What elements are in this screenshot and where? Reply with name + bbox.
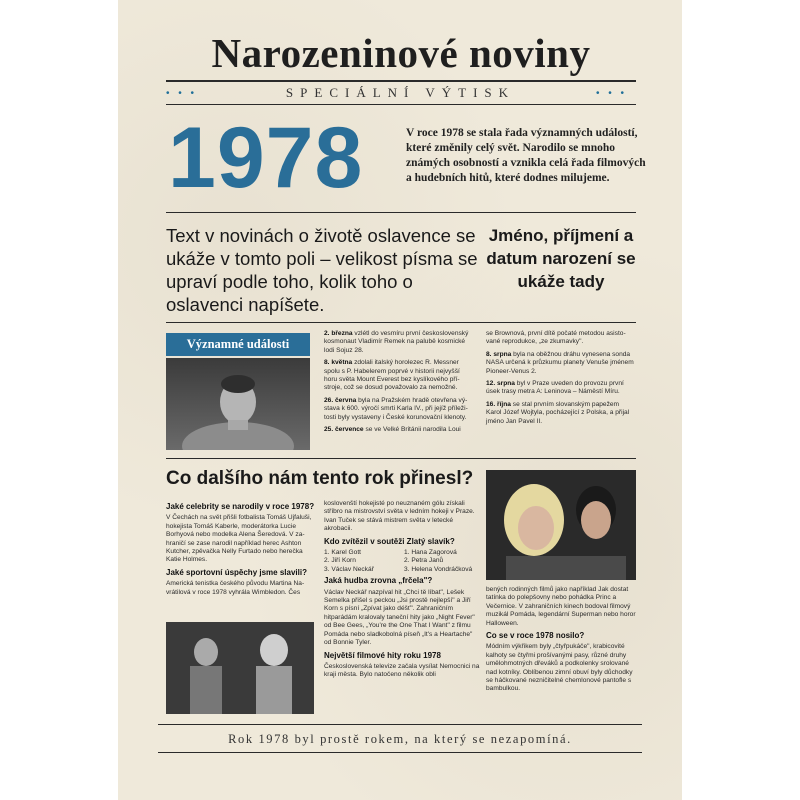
sport-text: Americká tenistka českého původu Martina Navrátilová v roce 1978 vyhrála Wimbledon. Čes bbox=[166, 580, 305, 596]
dots-right-icon: • • • bbox=[596, 88, 628, 99]
intro-paragraph: V roce 1978 se stala řada významných událostí, které změnily celý svět. Narodilo se mnoho známých osobností a vznikla celá řada filmových a hudebních hitů, které dodnes milujeme. bbox=[406, 127, 646, 184]
event-item bbox=[486, 380, 636, 397]
winner-item: 2. Jiří Korn bbox=[324, 557, 356, 565]
events-banner: Významné události bbox=[166, 333, 310, 356]
event-date: 26. června bbox=[324, 396, 357, 404]
year-headline: 1978 bbox=[168, 110, 364, 206]
articles-column-2 bbox=[324, 500, 480, 684]
articles-column-1 bbox=[166, 500, 316, 601]
music-text: Václav Neckář nazpíval hit „Chci tě líbat", Lešek Semelka přišel s peckou „Jsi prostě nejlepší" a Jiří Korn s písní „Zpívat jako déšť". Zahraničním hitparádám kralovaly taneční hity jako „Night Fever" od Bee Gees, „You're the One That I Want" z filmu Pomáda nebo sladkobolná píseň „It's a Heartache" od Bonnie Tyler. bbox=[324, 588, 475, 647]
event-date: 8. srpna bbox=[486, 350, 512, 358]
winner-item: 3. Helena Vondráčková bbox=[404, 565, 473, 573]
subtitle-rule bbox=[166, 104, 636, 105]
slavik-heading: Kdo zvítězil v soutěži Zlatý slavík? bbox=[324, 536, 455, 546]
winner-item: 3. Václav Neckář bbox=[324, 565, 374, 573]
footer-rule-bottom bbox=[158, 752, 642, 753]
articles-column-3 bbox=[486, 586, 636, 698]
music-heading: Jaká hudba zrovna „frčela"? bbox=[324, 576, 433, 586]
event-date: 12. srpna bbox=[486, 380, 515, 388]
event-text: byla na oběžnou dráhu vynesena sonda NASA určená k průzkumu planety Venuše jménem Pioneer-Venus 2. bbox=[486, 350, 634, 375]
celebrities-heading: Jaké celebrity se narodily v roce 1978? bbox=[166, 502, 315, 511]
divider-3 bbox=[166, 458, 636, 459]
singers-photo bbox=[166, 622, 314, 714]
fashion-text: Módním výkřikem byly „čtyřpukáče", krabicovité kalhoty se čtyřmi prošívanými pasy, různé druhy umělohmotných dřeváků a podkolenky srolované nad kotníky. Oblíbenou zimní obuví byly důchodky se háčkované nezničitelné chemlonové pantofle s bambulkou. bbox=[486, 643, 633, 693]
films-heading: Největší filmové hity roku 1978 bbox=[324, 650, 441, 660]
divider-1 bbox=[166, 212, 636, 213]
event-date: 2. března bbox=[324, 330, 353, 337]
films-text: Československá televize začala vysílat Nemocnici na kraji města. Bylo natočeno několik obli bbox=[324, 662, 480, 679]
footer-rule bbox=[158, 724, 642, 725]
events-column-1 bbox=[324, 330, 472, 438]
dots-left-icon: • • • bbox=[166, 88, 198, 99]
celebrant-text-placeholder: Text v novinách o životě oslavence se ukáže v tomto poli – velikost písma se upraví podle toho, kolik toho o oslavenci napíšete. bbox=[166, 225, 478, 315]
winner-item: 1. Karel Gott bbox=[324, 549, 362, 557]
event-text: byl v Praze uveden do provozu první úsek trasy metra A: Leninova – Náměstí Míru. bbox=[486, 380, 624, 396]
winner-item: 2. Petra Janů bbox=[404, 557, 444, 565]
event-text: vzlétl do vesmíru první československý kosmonaut Vladimír Remek na palubě kosmické lodi Sojuz 28. bbox=[324, 330, 469, 354]
newspaper-title: Narozeninové noviny bbox=[211, 30, 591, 76]
winner-item: 1. Hana Zagorová bbox=[404, 549, 457, 557]
cosmonaut-photo bbox=[166, 358, 310, 450]
event-text: se stal prvním slovanským papežem Karol Józef Wojtyla, pocházející z Polska, a přijal jméno Jan Pavel II. bbox=[486, 400, 630, 425]
event-date: 25. července bbox=[324, 426, 364, 434]
edition-subtitle: SPECIÁLNÍ VÝTISK bbox=[285, 85, 516, 100]
grease-photo bbox=[486, 470, 636, 580]
name-placeholder: Jméno, příjmení a datum narození se ukáže tady bbox=[486, 226, 636, 291]
event-item bbox=[324, 359, 472, 393]
newspaper-page bbox=[118, 0, 682, 800]
event-item bbox=[486, 351, 636, 376]
divider-2 bbox=[166, 322, 636, 323]
events-column-2 bbox=[486, 330, 636, 430]
slavik-winners bbox=[324, 549, 480, 574]
fashion-heading: Co se v roce 1978 nosilo? bbox=[486, 631, 585, 641]
event-text: se ve Velké Británii narodila Loui bbox=[363, 426, 461, 434]
event-text: zdolali italský horolezec R. Messner spolu s P. Habelerem poprvé v historii nejvyšší horu světa Mount Everest bez kyslíkového přístroje, což se dosud považovalo za nemožné. bbox=[324, 359, 460, 392]
section-heading: Co dalšího nám tento rok přinesl? bbox=[166, 468, 474, 489]
event-item bbox=[324, 397, 472, 422]
event-text: byla na Pražském hradě otevřena výstava k 600. výročí smrti Karla IV., při jejíž příležitosti byly vystaveny i České korunovační klenoty. bbox=[324, 396, 468, 421]
event-text: se Brownová, první dítě počaté metodou asistované reprodukce, „ze zkumavky". bbox=[486, 330, 626, 346]
films-text-continued: bených rodinných filmů jako například Jak dostat tatínka do polepšovny nebo pohádka Princ a Večernice. V zahraničních kinech bodoval filmový muzikál Pomáda, legendární Superman nebo horor Halloween. bbox=[486, 586, 636, 627]
event-item bbox=[486, 330, 636, 347]
sport-heading: Jaké sportovní úspěchy jsme slavili? bbox=[166, 567, 307, 577]
sport-text-continued: koslovenští hokejisté po neuznaném gólu získali stříbro na mistrovství světa v ledním hokeji v Praze. Ivan Tuček se stává mistrem světa v letecké akrobacii. bbox=[324, 500, 475, 533]
event-date: 8. května bbox=[324, 359, 353, 367]
event-item bbox=[486, 401, 636, 426]
event-item bbox=[324, 330, 472, 355]
footer-slogan: Rok 1978 byl prostě rokem, na který se nezapomíná. bbox=[228, 732, 572, 746]
title-rule bbox=[166, 80, 636, 82]
event-item bbox=[324, 426, 472, 434]
event-date: 16. října bbox=[486, 400, 511, 408]
celebrities-text: V Čechách na svět přišli fotbalista Tomáš Ujfaluši, hokejista Tomáš Kaberle, moderátorka Lucie Borhyová nebo modelka Alena Šeredová. V zahraničí se zase narodil například herec Ashton Kutcher, zpěvačka Nelly Furtado nebo herečka Katie Holmes. bbox=[166, 514, 312, 564]
